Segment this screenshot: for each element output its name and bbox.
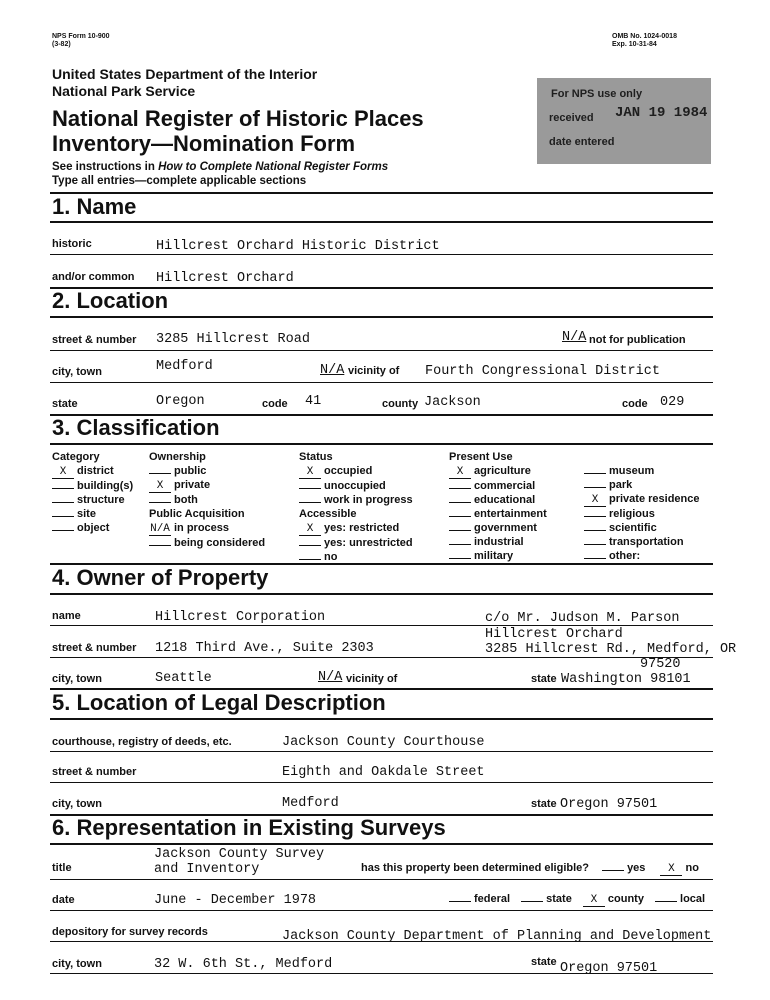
- checkbox-row[interactable]: N/A in process: [150, 522, 230, 535]
- survey-title-line2: and Inventory: [154, 862, 260, 877]
- checkbox-row[interactable]: entertainment: [449, 507, 547, 521]
- checkbox-row[interactable]: unoccupied: [299, 479, 413, 493]
- legal-street: Eighth and Oakdale Street: [282, 765, 485, 780]
- city-label: city, town: [52, 366, 102, 378]
- survey-title-line1: Jackson County Survey: [154, 847, 325, 862]
- owner-street-label: street & number: [52, 642, 137, 654]
- present-use-column: [449, 450, 547, 563]
- yes-checkbox[interactable]: [602, 870, 624, 871]
- checkbox-row[interactable]: educational: [449, 493, 547, 507]
- status-column: [299, 450, 413, 564]
- county-code-value: 029: [660, 395, 685, 410]
- section-divider: [50, 843, 713, 845]
- ownership-header: Ownership: [149, 451, 206, 463]
- section-2-heading: 2. Location: [52, 288, 169, 313]
- service-name: National Park Service: [52, 83, 196, 99]
- checkbox-row[interactable]: scientific: [584, 521, 700, 535]
- county-label: county: [382, 398, 419, 410]
- omb-expiry: Exp. 10-31-84: [612, 41, 657, 48]
- common-label: and/or common: [52, 271, 135, 283]
- survey-state-label: state: [531, 956, 557, 968]
- section-divider: [50, 221, 713, 223]
- form-number: NPS Form 10-900: [52, 33, 110, 40]
- field-rule: [50, 350, 713, 351]
- checkbox-row[interactable]: industrial: [449, 535, 547, 549]
- state-checkbox[interactable]: [521, 901, 543, 902]
- checkbox-row[interactable]: government: [449, 521, 547, 535]
- depository-value: Jackson County Department of Planning and Development: [282, 929, 712, 944]
- county-code-label: code: [622, 398, 648, 410]
- ownership-column: [149, 450, 265, 550]
- state-label: state: [52, 398, 78, 410]
- field-rule: [50, 782, 713, 783]
- checkbox-row[interactable]: structure: [52, 493, 133, 507]
- checkbox-row[interactable]: yes: unrestricted: [299, 536, 413, 550]
- courthouse-label: courthouse, registry of deeds, etc.: [52, 736, 232, 748]
- section-5-heading: 5. Location of Legal Description: [52, 690, 386, 715]
- omb-number: OMB No. 1024-0018: [612, 33, 677, 40]
- district-value: Fourth Congressional District: [425, 364, 660, 379]
- survey-date-label: date: [52, 894, 75, 906]
- survey-level: federal state X county local: [449, 893, 705, 907]
- field-rule: [50, 879, 713, 880]
- nps-use-stamp: [537, 78, 711, 164]
- section-divider: [50, 192, 713, 194]
- section-divider: [50, 718, 713, 720]
- checkbox-row[interactable]: X district: [52, 464, 133, 479]
- section-divider: [50, 316, 713, 318]
- checkbox-row[interactable]: public: [149, 464, 265, 478]
- owner-street: 1218 Third Ave., Suite 2303: [155, 641, 374, 656]
- legal-city: Medford: [282, 796, 339, 811]
- checkbox-row[interactable]: transportation: [584, 535, 700, 549]
- accessible-header: Accessible: [299, 508, 357, 520]
- vicinity-label: vicinity of: [348, 365, 400, 377]
- checkbox-row[interactable]: building(s): [52, 479, 133, 493]
- checkbox-row[interactable]: commercial: [449, 479, 547, 493]
- legal-state-label: state: [531, 798, 557, 810]
- code-value: 41: [305, 394, 322, 409]
- survey-date: June - December 1978: [154, 893, 317, 908]
- street-value: 3285 Hillcrest Road: [156, 332, 310, 347]
- field-rule: [50, 657, 713, 658]
- checkbox-row[interactable]: museum: [584, 464, 700, 478]
- form-title-line2: Inventory—Nomination Form: [52, 131, 356, 156]
- instructions-line2: Type all entries—complete applicable sections: [52, 175, 307, 187]
- legal-street-label: street & number: [52, 766, 137, 778]
- present-use-column-2: [584, 464, 700, 563]
- instructions-line1: See instructions in How to Complete National Register Forms: [52, 161, 389, 173]
- date-entered-label: date entered: [549, 136, 615, 148]
- present-use-header: Present Use: [449, 451, 513, 463]
- owner-city-label: city, town: [52, 673, 102, 685]
- local-checkbox[interactable]: [655, 901, 677, 902]
- checkbox-row[interactable]: work in progress: [299, 493, 413, 507]
- checkbox-row[interactable]: X agriculture: [449, 464, 547, 479]
- section-divider: [50, 443, 713, 445]
- owner-state-label: state: [531, 673, 557, 685]
- field-rule: [50, 254, 713, 255]
- acquisition-header: Public Acquisition: [149, 508, 245, 520]
- care-of-line3: 3285 Hillcrest Rd., Medford, OR: [485, 642, 737, 657]
- category-column: [52, 450, 133, 535]
- owner-vicinity-mark: N/A: [318, 670, 343, 685]
- survey-title-label: title: [52, 862, 72, 874]
- checkbox-row[interactable]: X private: [149, 478, 265, 493]
- field-rule: [50, 751, 713, 752]
- nps-use-label: For NPS use only: [551, 88, 643, 100]
- section-4-heading: 4. Owner of Property: [52, 565, 269, 590]
- city-value: Medford: [156, 359, 213, 374]
- checkbox-row[interactable]: both: [149, 493, 265, 507]
- section-6-heading: 6. Representation in Existing Surveys: [52, 815, 446, 840]
- not-for-publication-mark: N/A: [562, 330, 587, 345]
- care-of-line2: Hillcrest Orchard: [485, 627, 623, 642]
- field-rule: [50, 973, 713, 974]
- state-value: Oregon: [156, 394, 205, 409]
- field-rule: [50, 941, 713, 942]
- category-header: Category: [52, 451, 100, 463]
- survey-city-label: city, town: [52, 958, 102, 970]
- code-label: code: [262, 398, 288, 410]
- checkbox-row[interactable]: no: [299, 550, 413, 564]
- owner-vicinity-label: vicinity of: [346, 673, 398, 685]
- county-value: Jackson: [424, 395, 481, 410]
- checkbox-row[interactable]: park: [584, 478, 700, 492]
- checkbox-row[interactable]: X private residence: [584, 492, 700, 507]
- depository-label: depository for survey records: [52, 926, 208, 938]
- checkbox-row[interactable]: other:: [584, 549, 700, 563]
- historic-name: Hillcrest Orchard Historic District: [156, 239, 440, 254]
- checkbox-row[interactable]: being considered: [149, 536, 265, 550]
- not-for-publication-label: not for publication: [589, 334, 686, 346]
- survey-city: 32 W. 6th St., Medford: [154, 957, 333, 972]
- form-revision: (3-82): [52, 41, 71, 48]
- checkbox-row[interactable]: X yes: restricted: [299, 521, 413, 536]
- owner-state: Washington 98101: [561, 672, 691, 687]
- common-name: Hillcrest Orchard: [156, 271, 294, 286]
- street-label: street & number: [52, 334, 137, 346]
- no-checkbox[interactable]: X: [660, 864, 682, 876]
- section-1-heading: 1. Name: [52, 194, 137, 219]
- checkbox-row[interactable]: object: [52, 521, 133, 535]
- field-rule: [50, 625, 713, 626]
- section-divider: [50, 593, 713, 595]
- form-title-line1: National Register of Historic Places: [52, 106, 424, 131]
- care-of-line1: c/o Mr. Judson M. Parson: [485, 611, 680, 626]
- department-name: United States Department of the Interior: [52, 66, 318, 82]
- checkbox-row[interactable]: religious: [584, 507, 700, 521]
- owner-city: Seattle: [155, 671, 212, 686]
- checkbox-row[interactable]: site: [52, 507, 133, 521]
- historic-label: historic: [52, 238, 92, 250]
- status-header: Status: [299, 451, 333, 463]
- vicinity-mark: N/A: [320, 363, 345, 378]
- legal-city-label: city, town: [52, 798, 102, 810]
- section-3-heading: 3. Classification: [52, 415, 220, 440]
- checkbox-row[interactable]: X occupied: [299, 464, 413, 479]
- owner-name: Hillcrest Corporation: [155, 610, 326, 625]
- legal-state: Oregon 97501: [560, 797, 658, 812]
- checkbox-row[interactable]: military: [449, 549, 547, 563]
- owner-name-label: name: [52, 610, 81, 622]
- field-rule: [50, 910, 713, 911]
- courthouse-value: Jackson County Courthouse: [282, 735, 485, 750]
- county-checkbox[interactable]: X: [583, 895, 605, 907]
- received-label: received: [549, 112, 594, 124]
- eligible-question: has this property been determined eligible? yes X no: [361, 862, 699, 875]
- survey-state: Oregon 97501: [560, 961, 658, 976]
- care-of-line4: 97520: [640, 657, 681, 672]
- received-date: JAN 19 1984: [615, 105, 708, 121]
- field-rule: [50, 382, 713, 383]
- federal-checkbox[interactable]: [449, 901, 471, 902]
